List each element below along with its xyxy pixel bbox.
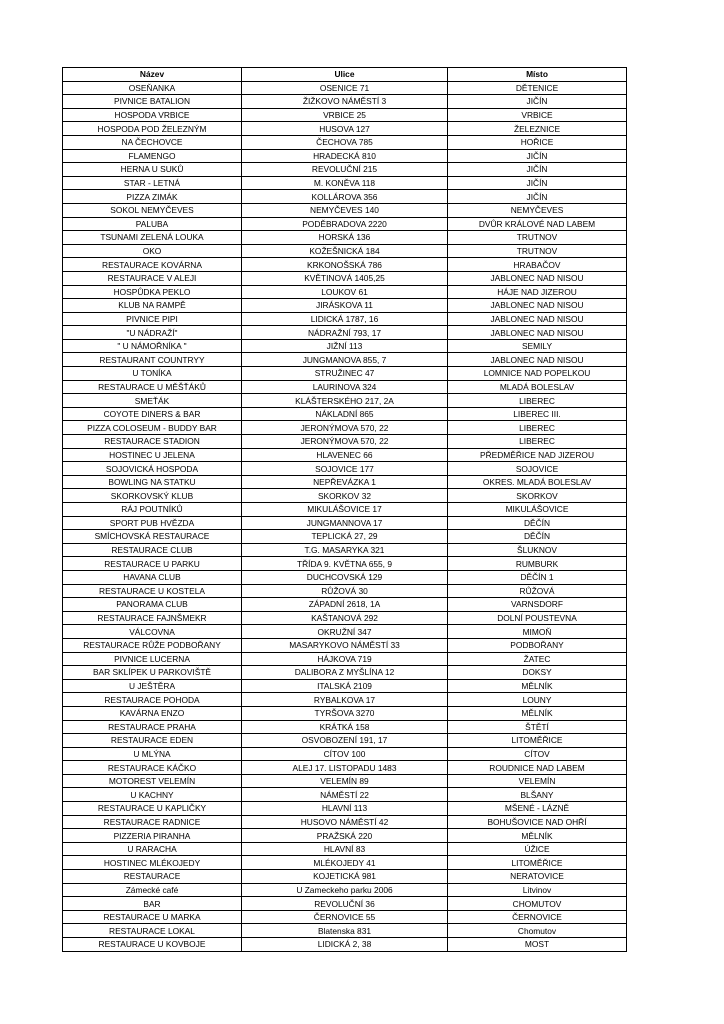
table-row <box>63 163 627 177</box>
cell-street: PODĚBRADOVA 2220 <box>242 217 448 231</box>
table-row <box>63 367 627 381</box>
cell-street: JUNGMANNOVA 17 <box>242 516 448 530</box>
cell-place: LIBEREC <box>448 394 627 408</box>
table-row <box>63 829 627 843</box>
cell-street: VRBICE 25 <box>242 108 448 122</box>
cell-name: RESTAURACE U MARKA <box>63 910 242 924</box>
cell-name: RESTAURACE PRAHA <box>63 720 242 734</box>
table-row <box>63 244 627 258</box>
cell-place: TRUTNOV <box>448 244 627 258</box>
cell-name: "U NÁDRAŽÍ" <box>63 326 242 340</box>
cell-street: MLÉKOJEDY 41 <box>242 856 448 870</box>
cell-name: Zámecké café <box>63 883 242 897</box>
cell-street: HUSOVO NÁMĚSTÍ 42 <box>242 815 448 829</box>
cell-street: LOUKOV 61 <box>242 285 448 299</box>
cell-place: JABLONEC NAD NISOU <box>448 271 627 285</box>
venue-table-sheet <box>62 67 626 952</box>
cell-place: JABLONEC NAD NISOU <box>448 353 627 367</box>
cell-place: JABLONEC NAD NISOU <box>448 312 627 326</box>
cell-name: U RARACHA <box>63 842 242 856</box>
cell-name: STAR - LETNÁ <box>63 176 242 190</box>
cell-place: JIČÍN <box>448 163 627 177</box>
table-row <box>63 543 627 557</box>
table-row <box>63 326 627 340</box>
cell-street: NÁMĚSTÍ 22 <box>242 788 448 802</box>
cell-street: JERONÝMOVA 570, 22 <box>242 421 448 435</box>
cell-place: LIBEREC <box>448 421 627 435</box>
cell-street: DALIBORA Z MYŠLÍNA 12 <box>242 666 448 680</box>
table-row <box>63 530 627 544</box>
table-row <box>63 435 627 449</box>
cell-place: LOMNICE NAD POPELKOU <box>448 367 627 381</box>
table-row <box>63 679 627 693</box>
cell-place: MĚLNÍK <box>448 706 627 720</box>
cell-name: RESTAURACE KOVÁRNA <box>63 258 242 272</box>
table-row <box>63 938 627 952</box>
table-row <box>63 489 627 503</box>
cell-place: PODBOŘANY <box>448 638 627 652</box>
cell-street: ALEJ 17. LISTOPADU 1483 <box>242 761 448 775</box>
table-row <box>63 706 627 720</box>
cell-place: LITOMĚŘICE <box>448 734 627 748</box>
cell-name: RESTAURACE LOKAL <box>63 924 242 938</box>
table-body <box>63 81 627 951</box>
cell-name: PIVNICE PIPI <box>63 312 242 326</box>
cell-place: SOJOVICE <box>448 462 627 476</box>
cell-place: JABLONEC NAD NISOU <box>448 299 627 313</box>
table-row <box>63 81 627 95</box>
cell-street: PRAŽSKÁ 220 <box>242 829 448 843</box>
table-row <box>63 652 627 666</box>
cell-name: RESTAURACE EDEN <box>63 734 242 748</box>
cell-street: KRKONOŠSKÁ 786 <box>242 258 448 272</box>
cell-name: RESTAURACE <box>63 870 242 884</box>
cell-name: HOSTINEC MLÉKOJEDY <box>63 856 242 870</box>
cell-street: SOJOVICE 177 <box>242 462 448 476</box>
cell-place: MŠENÉ - LÁZNĚ <box>448 802 627 816</box>
cell-place: ŽELEZNICE <box>448 122 627 136</box>
cell-name: HERNA U SUKŮ <box>63 163 242 177</box>
cell-name: PIVNICE BATALION <box>63 95 242 109</box>
cell-name: U JEŠTĚRA <box>63 679 242 693</box>
cell-name: RESTAURACE POHODA <box>63 693 242 707</box>
cell-street: ZÁPADNÍ 2618, 1A <box>242 598 448 612</box>
table-row <box>63 394 627 408</box>
cell-street: T.G. MASARYKA 321 <box>242 543 448 557</box>
cell-place: LIBEREC III. <box>448 407 627 421</box>
cell-name: OSEŇANKA <box>63 81 242 95</box>
cell-place: MĚLNÍK <box>448 829 627 843</box>
cell-place: HOŘICE <box>448 135 627 149</box>
cell-name: PALUBA <box>63 217 242 231</box>
cell-place: ŠLUKNOV <box>448 543 627 557</box>
cell-street: HLAVENEC 66 <box>242 448 448 462</box>
cell-street: JUNGMANOVA 855, 7 <box>242 353 448 367</box>
cell-name: PIZZERIA PIRANHA <box>63 829 242 843</box>
cell-name: SKORKOVSKÝ KLUB <box>63 489 242 503</box>
cell-place: PŘEDMĚŘICE NAD JIZEROU <box>448 448 627 462</box>
cell-street: STRUŽINEC 47 <box>242 367 448 381</box>
table-row <box>63 312 627 326</box>
table-row <box>63 135 627 149</box>
table-row <box>63 883 627 897</box>
cell-place: DOLNÍ POUSTEVNA <box>448 611 627 625</box>
table-row <box>63 503 627 517</box>
table-row <box>63 802 627 816</box>
cell-place: OKRES. MLADÁ BOLESLAV <box>448 475 627 489</box>
cell-name: U MLÝNA <box>63 747 242 761</box>
cell-place: VELEMÍN <box>448 774 627 788</box>
cell-street: RYBALKOVA 17 <box>242 693 448 707</box>
cell-name: RESTAURACE U PARKU <box>63 557 242 571</box>
table-row <box>63 339 627 353</box>
table-row <box>63 611 627 625</box>
table-row <box>63 720 627 734</box>
cell-street: JERONÝMOVA 570, 22 <box>242 435 448 449</box>
cell-street: KOŽEŠNICKÁ 184 <box>242 244 448 258</box>
cell-street: KRÁTKÁ 158 <box>242 720 448 734</box>
table-row <box>63 516 627 530</box>
table-row <box>63 734 627 748</box>
cell-name: RÁJ POUTNÍKŮ <box>63 503 242 517</box>
table-row <box>63 788 627 802</box>
cell-street: CÍTOV 100 <box>242 747 448 761</box>
cell-street: TYRŠOVA 3270 <box>242 706 448 720</box>
cell-street: ČERNOVICE 55 <box>242 910 448 924</box>
cell-name: HOSPODA POD ŽELEZNÝM <box>63 122 242 136</box>
cell-name: HAVANA CLUB <box>63 570 242 584</box>
cell-name: HOSTINEC U JELENA <box>63 448 242 462</box>
cell-street: NÁDRAŽNÍ 793, 17 <box>242 326 448 340</box>
cell-place: RUMBURK <box>448 557 627 571</box>
cell-place: JIČÍN <box>448 95 627 109</box>
cell-place: ŽATEC <box>448 652 627 666</box>
venue-table <box>62 67 627 952</box>
table-row <box>63 462 627 476</box>
cell-street: KAŠTANOVÁ 292 <box>242 611 448 625</box>
cell-place: ROUDNICE NAD LABEM <box>448 761 627 775</box>
cell-street: KLÁŠTERSKÉHO 217, 2A <box>242 394 448 408</box>
cell-place: NEMYČEVES <box>448 203 627 217</box>
cell-street: KOLLÁROVA 356 <box>242 190 448 204</box>
cell-street: KVĚTINOVÁ 1405,25 <box>242 271 448 285</box>
table-row <box>63 448 627 462</box>
cell-place: RŮŽOVÁ <box>448 584 627 598</box>
cell-place: JIČÍN <box>448 176 627 190</box>
cell-place: MIMOŇ <box>448 625 627 639</box>
cell-place: LOUNY <box>448 693 627 707</box>
cell-street: NEPŘEVÁZKA 1 <box>242 475 448 489</box>
cell-place: TRUTNOV <box>448 231 627 245</box>
cell-name: NA ČECHOVCE <box>63 135 242 149</box>
cell-street: LIDICKÁ 1787, 16 <box>242 312 448 326</box>
table-row <box>63 380 627 394</box>
cell-street: Blatenska 831 <box>242 924 448 938</box>
cell-name: VÁLCOVNA <box>63 625 242 639</box>
cell-street: M. KONĚVA 118 <box>242 176 448 190</box>
table-row <box>63 897 627 911</box>
table-row <box>63 149 627 163</box>
cell-name: RESTAURACE FAJNŠMEKR <box>63 611 242 625</box>
cell-place: ČERNOVICE <box>448 910 627 924</box>
cell-street: HLAVNÍ 83 <box>242 842 448 856</box>
cell-street: HÁJKOVA 719 <box>242 652 448 666</box>
column-header-place: Místo <box>448 68 627 82</box>
table-row <box>63 638 627 652</box>
cell-place: MIKULÁŠOVICE <box>448 503 627 517</box>
cell-name: SMÍCHOVSKÁ RESTAURACE <box>63 530 242 544</box>
table-row <box>63 353 627 367</box>
cell-place: DĚČÍN 1 <box>448 570 627 584</box>
cell-street: JIRÁSKOVA 11 <box>242 299 448 313</box>
cell-street: MASARYKOVO NÁMĚSTÍ 33 <box>242 638 448 652</box>
cell-name: SMEŤÁK <box>63 394 242 408</box>
cell-place: DOKSY <box>448 666 627 680</box>
cell-name: BOWLING NA STATKU <box>63 475 242 489</box>
cell-name: OKO <box>63 244 242 258</box>
cell-place: DĚTENICE <box>448 81 627 95</box>
cell-street: HUSOVA 127 <box>242 122 448 136</box>
cell-place: BOHUŠOVICE NAD OHŘÍ <box>448 815 627 829</box>
cell-street: OSENICE 71 <box>242 81 448 95</box>
table-row <box>63 271 627 285</box>
column-header-name: Název <box>63 68 242 82</box>
cell-name: HOSPODA VRBICE <box>63 108 242 122</box>
table-row <box>63 475 627 489</box>
cell-place: SKORKOV <box>448 489 627 503</box>
table-row <box>63 176 627 190</box>
cell-name: U TONÍKA <box>63 367 242 381</box>
table-row <box>63 570 627 584</box>
table-row <box>63 258 627 272</box>
table-row <box>63 231 627 245</box>
table-row <box>63 693 627 707</box>
cell-name: PIZZA COLOSEUM - BUDDY BAR <box>63 421 242 435</box>
cell-name: RESTAURACE U KOVBOJE <box>63 938 242 952</box>
cell-place: MĚLNÍK <box>448 679 627 693</box>
cell-place: CHOMUTOV <box>448 897 627 911</box>
cell-name: RESTAURACE U KAPLIČKY <box>63 802 242 816</box>
cell-street: LAURINOVA 324 <box>242 380 448 394</box>
cell-place: SEMILY <box>448 339 627 353</box>
cell-place: JABLONEC NAD NISOU <box>448 326 627 340</box>
cell-street: TŘÍDA 9. KVĚTNA 655, 9 <box>242 557 448 571</box>
cell-street: ITALSKÁ 2109 <box>242 679 448 693</box>
table-row <box>63 747 627 761</box>
cell-street: REVOLUČNÍ 36 <box>242 897 448 911</box>
table-row <box>63 774 627 788</box>
cell-name: KLUB NA RAMPĚ <box>63 299 242 313</box>
cell-name: RESTAURACE CLUB <box>63 543 242 557</box>
cell-place: CÍTOV <box>448 747 627 761</box>
table-row <box>63 842 627 856</box>
cell-place: MOST <box>448 938 627 952</box>
cell-name: PIZZA ZIMÁK <box>63 190 242 204</box>
cell-name: BAR <box>63 897 242 911</box>
table-row <box>63 108 627 122</box>
table-row <box>63 557 627 571</box>
cell-street: REVOLUČNÍ 215 <box>242 163 448 177</box>
cell-place: MLADÁ BOLESLAV <box>448 380 627 394</box>
cell-street: MIKULÁŠOVICE 17 <box>242 503 448 517</box>
cell-place: LITOMĚŘICE <box>448 856 627 870</box>
cell-name: RESTAURACE U KOSTELA <box>63 584 242 598</box>
table-row <box>63 584 627 598</box>
cell-place: HÁJE NAD JIZEROU <box>448 285 627 299</box>
cell-name: RESTAURACE U MĚŠŤÁKŮ <box>63 380 242 394</box>
cell-place: NERATOVICE <box>448 870 627 884</box>
cell-name: " U NÁMOŘNÍKA " <box>63 339 242 353</box>
table-row <box>63 924 627 938</box>
cell-place: JIČÍN <box>448 149 627 163</box>
cell-street: DUCHCOVSKÁ 129 <box>242 570 448 584</box>
table-row <box>63 217 627 231</box>
cell-place: BLŠANY <box>448 788 627 802</box>
cell-place: ÚŽICE <box>448 842 627 856</box>
table-row <box>63 856 627 870</box>
table-row <box>63 190 627 204</box>
cell-place: DĚČÍN <box>448 516 627 530</box>
cell-place: LIBEREC <box>448 435 627 449</box>
cell-name: SOJOVICKÁ HOSPODA <box>63 462 242 476</box>
cell-name: BAR SKLÍPEK U PARKOVIŠTĚ <box>63 666 242 680</box>
table-header <box>63 68 627 82</box>
cell-place: Litvinov <box>448 883 627 897</box>
cell-place: Chomutov <box>448 924 627 938</box>
cell-place: JIČÍN <box>448 190 627 204</box>
cell-street: RŮŽOVÁ 30 <box>242 584 448 598</box>
cell-name: RESTAURACE STADION <box>63 435 242 449</box>
cell-street: TEPLICKÁ 27, 29 <box>242 530 448 544</box>
cell-place: DĚČÍN <box>448 530 627 544</box>
cell-name: U KACHNY <box>63 788 242 802</box>
table-row <box>63 122 627 136</box>
cell-name: RESTAURACE V ALEJI <box>63 271 242 285</box>
table-row <box>63 285 627 299</box>
table-row <box>63 407 627 421</box>
cell-name: RESTAURACE RŮŽE PODBOŘANY <box>63 638 242 652</box>
cell-place: DVŮR KRÁLOVÉ NAD LABEM <box>448 217 627 231</box>
table-row <box>63 421 627 435</box>
cell-street: LIDICKÁ 2, 38 <box>242 938 448 952</box>
table-row <box>63 625 627 639</box>
cell-street: JIŽNÍ 113 <box>242 339 448 353</box>
table-row <box>63 910 627 924</box>
cell-name: RESTAURANT COUNTRYY <box>63 353 242 367</box>
cell-street: OKRUŽNÍ 347 <box>242 625 448 639</box>
cell-name: HOSPŮDKA PEKLO <box>63 285 242 299</box>
table-row <box>63 598 627 612</box>
cell-street: U Zameckeho parku 2006 <box>242 883 448 897</box>
cell-street: NEMYČEVES 140 <box>242 203 448 217</box>
cell-name: RESTAURACE KÁČKO <box>63 761 242 775</box>
cell-street: HORSKÁ 136 <box>242 231 448 245</box>
table-row <box>63 870 627 884</box>
table-row <box>63 761 627 775</box>
table-row <box>63 815 627 829</box>
cell-name: TSUNAMI ZELENÁ LOUKA <box>63 231 242 245</box>
cell-street: ČECHOVA 785 <box>242 135 448 149</box>
cell-name: MOTOREST VELEMÍN <box>63 774 242 788</box>
cell-place: HRABAČOV <box>448 258 627 272</box>
cell-street: VELEMÍN 89 <box>242 774 448 788</box>
cell-street: HRADECKÁ 810 <box>242 149 448 163</box>
table-row <box>63 299 627 313</box>
table-row <box>63 203 627 217</box>
column-header-street: Ulice <box>242 68 448 82</box>
cell-name: SOKOL NEMYČEVES <box>63 203 242 217</box>
cell-name: KAVÁRNA ENZO <box>63 706 242 720</box>
cell-street: ŽIŽKOVO NÁMĚSTÍ 3 <box>242 95 448 109</box>
cell-name: FLAMENGO <box>63 149 242 163</box>
cell-street: NÁKLADNÍ 865 <box>242 407 448 421</box>
cell-name: COYOTE DINERS & BAR <box>63 407 242 421</box>
cell-street: SKORKOV 32 <box>242 489 448 503</box>
cell-street: HLAVNÍ 113 <box>242 802 448 816</box>
cell-name: PANORAMA CLUB <box>63 598 242 612</box>
cell-place: VRBICE <box>448 108 627 122</box>
cell-place: VARNSDORF <box>448 598 627 612</box>
cell-place: ŠTĚTÍ <box>448 720 627 734</box>
table-row <box>63 95 627 109</box>
cell-street: OSVOBOZENÍ 191, 17 <box>242 734 448 748</box>
cell-name: RESTAURACE RADNICE <box>63 815 242 829</box>
cell-street: KOJETICKÁ 981 <box>242 870 448 884</box>
cell-name: PIVNICE LUCERNA <box>63 652 242 666</box>
header-row <box>63 68 627 82</box>
table-row <box>63 666 627 680</box>
cell-name: SPORT PUB HVĚZDA <box>63 516 242 530</box>
